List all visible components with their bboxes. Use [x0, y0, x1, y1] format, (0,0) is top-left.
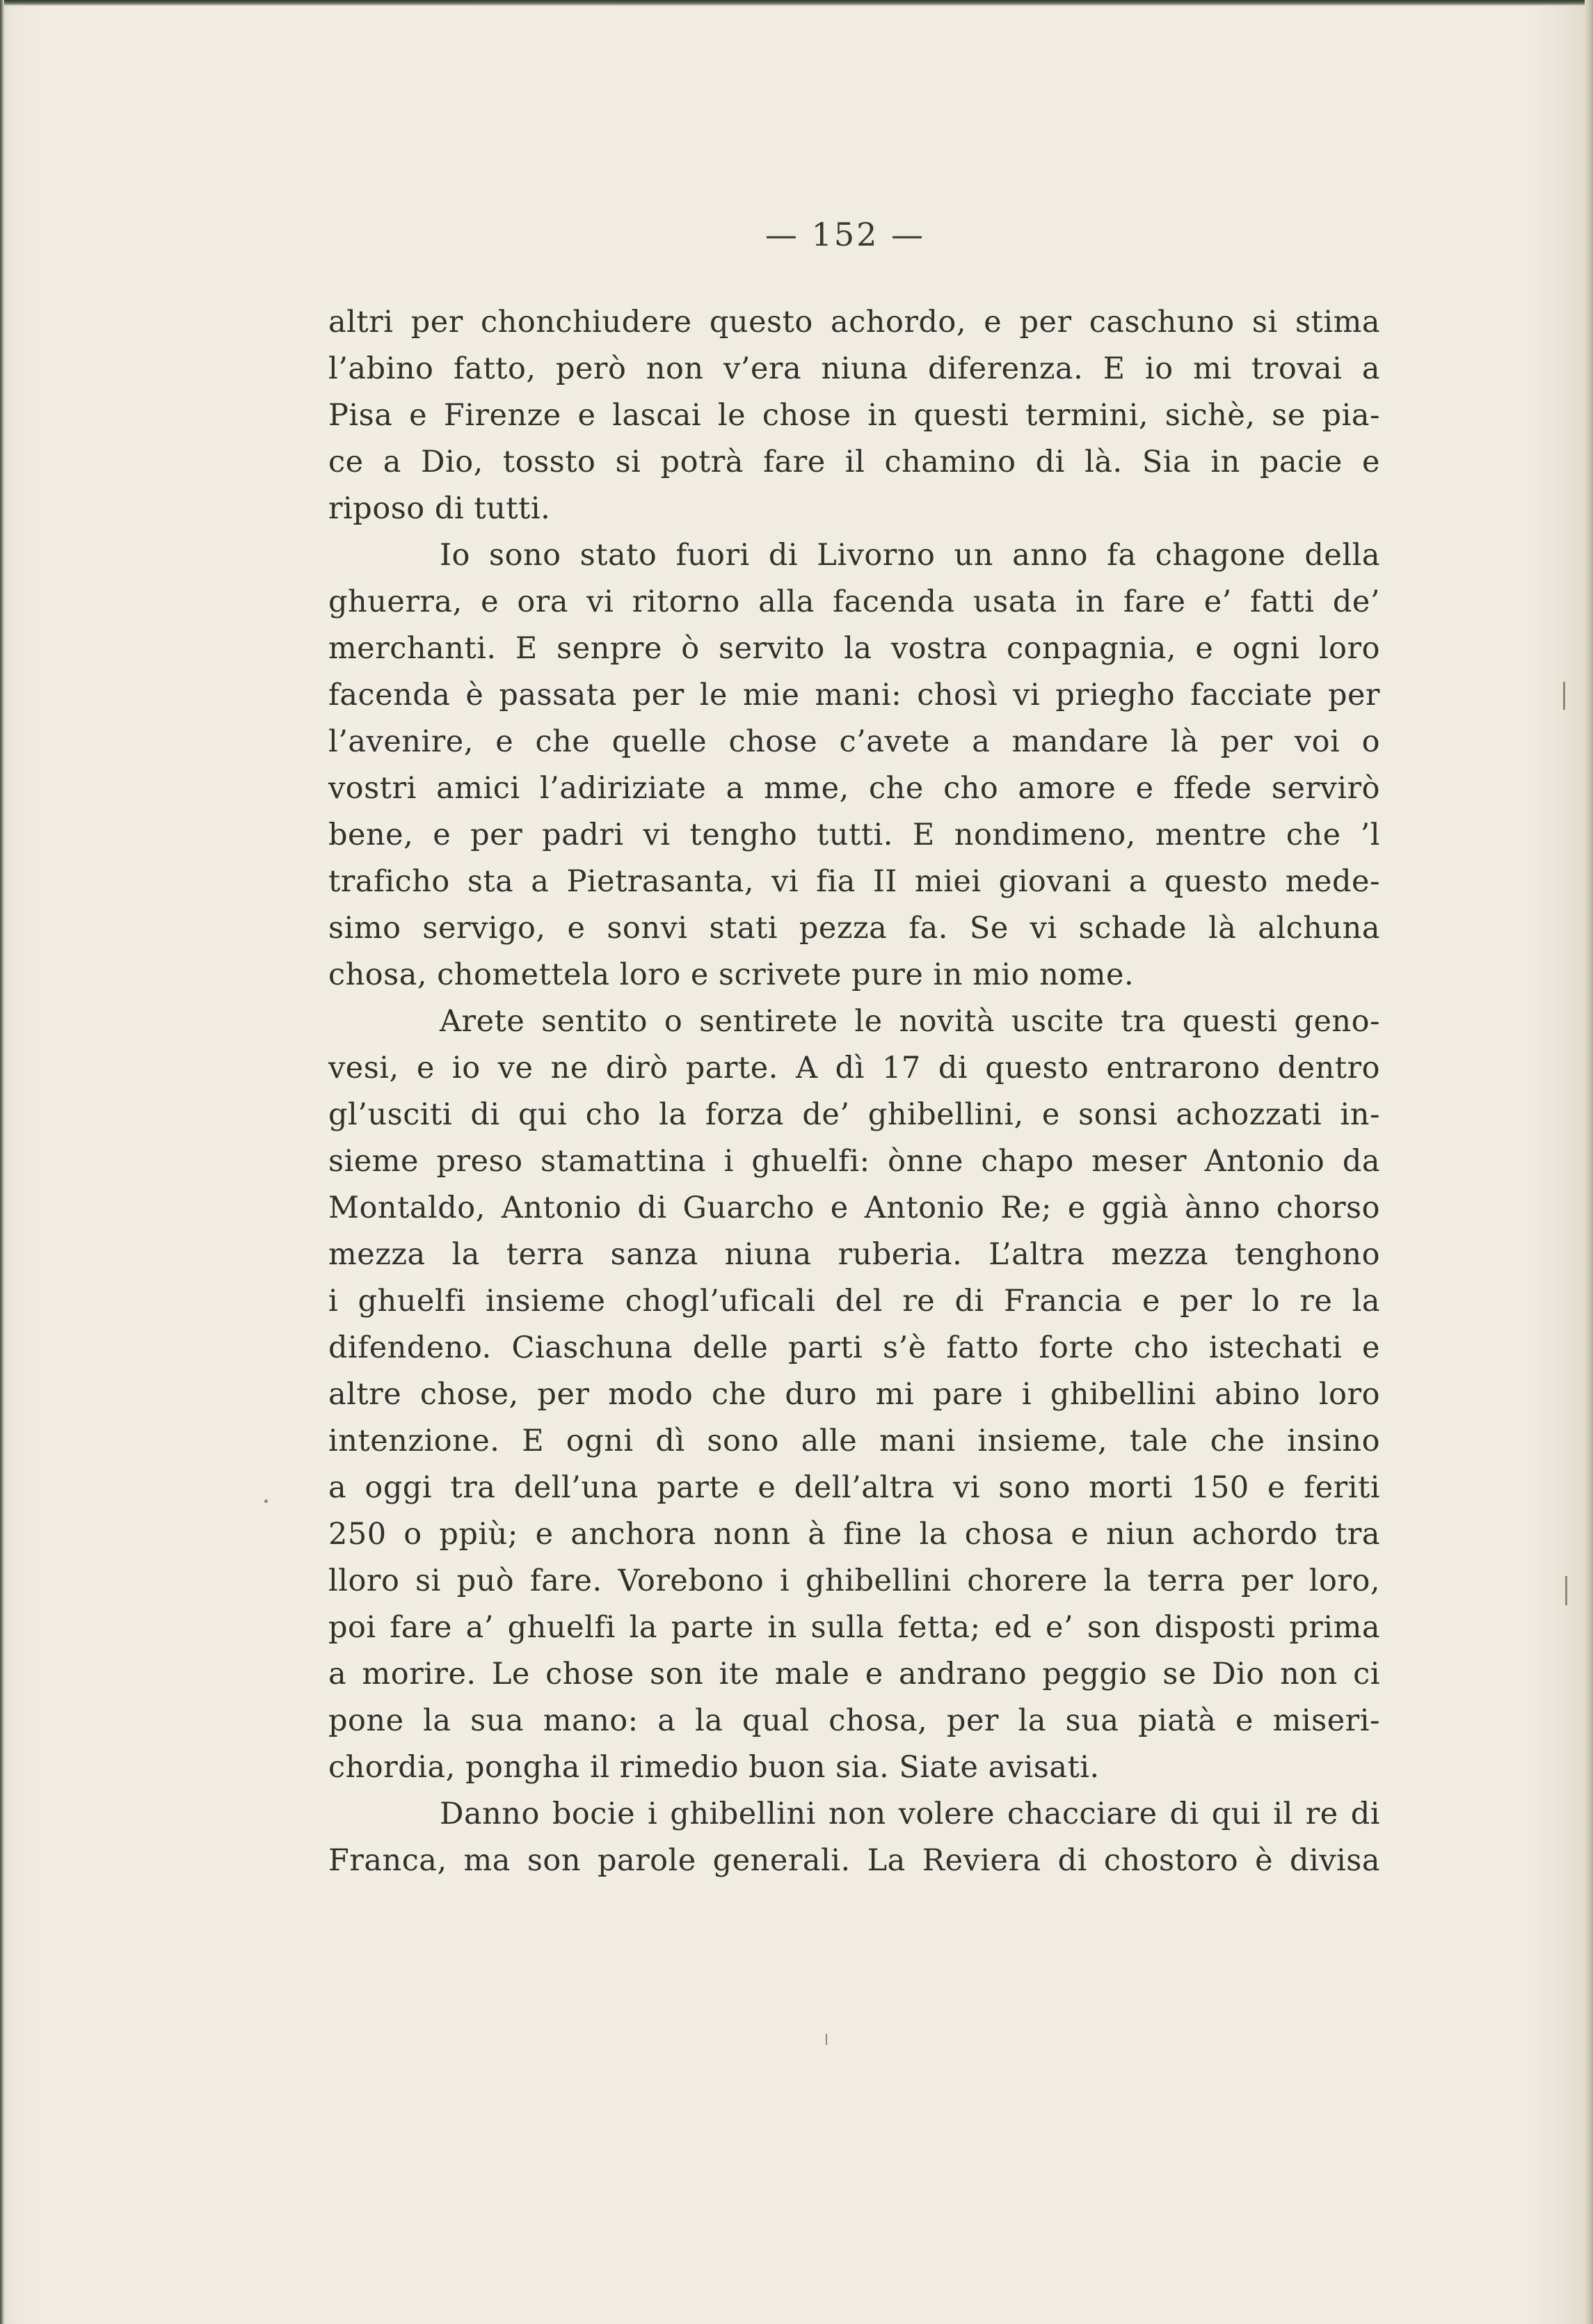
- text-line: vesi, e io ve ne dirò parte. A dì 17 di questo entrarono dentro: [328, 1051, 1380, 1085]
- text-line: ce a Dio, tossto si potrà fare il chamino di là. Sia in pacie e: [328, 445, 1380, 479]
- text-line: l’avenire, e che quelle chose c’avete a mandare là per voi o: [328, 724, 1380, 759]
- text-line: traficho sta a Pietrasanta, vi fia II miei giovani a questo mede-: [328, 864, 1380, 899]
- page-number: — 152 —: [765, 216, 926, 253]
- text-line: chosa, chomettela loro e scrivete pure in mio nome.: [328, 957, 1135, 992]
- text-line: l’abino fatto, però non v’era niuna diferenza. E io mi trovai a: [328, 351, 1380, 386]
- text-line: bene, e per padri vi tengho tutti. E nondimeno, mentre che ’l: [328, 818, 1380, 852]
- text-line: a morire. Le chose son ite male e andrano peggio se Dio non ci: [328, 1657, 1380, 1692]
- text-line: vostri amici l’adiriziate a mme, che cho amore e ffede servirò: [328, 771, 1380, 806]
- margin-mark: [264, 1499, 268, 1503]
- paragraph-start-line: Io sono stato fuori di Livorno un anno fa chagone della: [440, 538, 1380, 573]
- text-line: merchanti. E senpre ò servito la vostra conpagnia, e ogni loro: [328, 631, 1380, 666]
- text-line: ghuerra, e ora vi ritorno alla facenda usata in fare e’ fatti de’: [328, 584, 1380, 619]
- text-line: riposo di tutti.: [328, 491, 551, 526]
- margin-mark: [1563, 682, 1565, 710]
- text-line: facenda è passata per le mie mani: chosì vi priegho facciate per: [328, 678, 1380, 713]
- page-top-edge: [0, 0, 1593, 6]
- text-line: intenzione. E ogni dì sono alle mani insieme, tale che insino: [328, 1424, 1380, 1458]
- paragraph-start-line: Danno bocie i ghibellini non volere chacciare di qui il re di: [440, 1797, 1380, 1831]
- text-line: altri per chonchiudere questo achordo, e per caschuno si stima: [328, 305, 1380, 340]
- paragraph-start-line: Arete sentito o sentirete le novità uscite tra questi geno-: [440, 1004, 1380, 1039]
- text-line: i ghuelfi insieme chogl’uficali del re di Francia e per lo re la: [328, 1284, 1380, 1319]
- text-line: Franca, ma son parole generali. La Reviera di chostoro è divisa: [328, 1843, 1380, 1878]
- text-line: a oggi tra dell’una parte e dell’altra vi sono morti 150 e feriti: [328, 1470, 1380, 1505]
- text-line: Pisa e Firenze e lascai le chose in questi termini, sichè, se pia-: [328, 398, 1380, 433]
- margin-mark: [1565, 1576, 1567, 1605]
- text-line: Montaldo, Antonio di Guarcho e Antonio Re; e ggià ànno chorso: [328, 1191, 1380, 1225]
- text-line: gl’usciti di qui cho la forza de’ ghibellini, e sonsi achozzati in-: [328, 1097, 1380, 1132]
- text-line: poi fare a’ ghuelfi la parte in sulla fetta; ed e’ son disposti prima: [328, 1610, 1380, 1645]
- text-line: pone la sua mano: a la qual chosa, per la sua piatà e miseri-: [328, 1703, 1380, 1738]
- margin-mark: [826, 2034, 827, 2045]
- text-line: mezza la terra sanza niuna ruberia. L’altra mezza tenghono: [328, 1237, 1380, 1272]
- page-right-edge: [1585, 0, 1593, 2324]
- letter-text: [328, 299, 1380, 1884]
- text-line: chordia, pongha il rimedio buon sia. Siate avisati.: [328, 1750, 1100, 1785]
- text-line: 250 o ppiù; e anchora nonn à fine la chosa e niun achordo tra: [328, 1517, 1380, 1552]
- text-line: altre chose, per modo che duro mi pare i ghibellini abino loro: [328, 1377, 1380, 1412]
- text-line: sieme preso stamattina i ghuelfi: ònne chapo meser Antonio da: [328, 1144, 1380, 1179]
- text-line: simo servigo, e sonvi stati pezza fa. Se vi schade là alchuna: [328, 911, 1380, 946]
- text-line: difendeno. Ciaschuna delle parti s’è fatto forte cho istechati e: [328, 1330, 1380, 1365]
- text-line: lloro si può fare. Vorebono i ghibellini chorere la terra per loro,: [328, 1563, 1380, 1598]
- page-left-edge: [0, 0, 4, 2324]
